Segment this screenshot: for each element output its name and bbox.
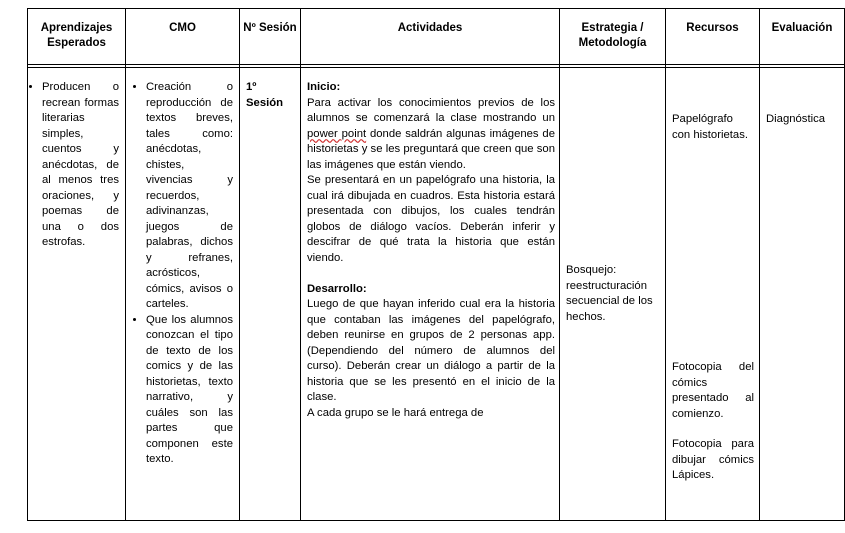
lesson-plan-table <box>27 8 845 521</box>
header-sesion: Nº Sesión <box>240 9 301 65</box>
cell-evaluacion <box>760 68 845 521</box>
lesson-plan-document <box>27 8 833 518</box>
cmo-item: • Que los alumnos conozcan el tipo de texto de los comics y de las historietas, texto narrativo, y cuáles son las partes que componen este texto. <box>146 313 233 468</box>
table-row <box>28 68 845 521</box>
inicio-paragraph-2: Se presentará en un papelógrafo una historia, la cual irá dibujada en cuadros. Esta historia estará presentada con dibujos, los cuales tendrán globos de diálogo vacíos. Deberán inferir y descifrar de qué trata la historia que están viendo. <box>307 174 555 264</box>
header-aprendizajes: Aprendizajes Esperados <box>28 9 126 65</box>
cell-sesion <box>240 68 301 521</box>
aprendizajes-text: • Producen o recrean formas literarias simples, cuentos y anécdotas, de al menos tres oraciones, y poemas de una o dos estrofas. <box>42 80 119 251</box>
cell-recursos <box>666 68 760 521</box>
recurso-3: Fotocopia para dibujar cómics Lápices. <box>672 438 754 481</box>
recurso-1: Papelógrafo con historietas. <box>672 113 748 141</box>
table-header-row <box>28 9 845 65</box>
sesion-text: 1º Sesión <box>246 81 284 109</box>
cell-cmo <box>126 68 240 521</box>
evaluacion-text: Diagnóstica <box>766 113 826 125</box>
cell-actividades <box>301 68 560 521</box>
recurso-2: Fotocopia del cómics presentado al comienzo. <box>672 361 754 420</box>
inicio-paragraph-1: Para activar los conocimientos previos de los alumnos se comenzará la clase mostrando un power point donde saldrán algunas imágenes de historietas y se les preguntará que creen que son las imágenes que están viendo. <box>307 96 555 171</box>
cell-estrategia <box>560 68 666 521</box>
inicio-title: Inicio: <box>307 81 341 93</box>
header-actividades: Actividades <box>301 9 560 65</box>
desarrollo-title: Desarrollo: <box>307 282 367 295</box>
header-estrategia: Estrategia / Metodología <box>560 9 666 65</box>
estrategia-text: Bosquejo: reestructuración secuencial de los hechos. <box>566 264 653 323</box>
header-recursos: Recursos <box>666 9 760 65</box>
header-cmo: CMO <box>126 9 240 65</box>
power-point-term: power point <box>307 127 367 140</box>
cmo-item: • Creación o reproducción de textos breves, tales como: anécdotas, chistes, vivencias y recuerdos, adivinanzas, juegos de palabras, dichos y refranes, acrósticos, cómics, avisos o carteles. <box>146 80 233 313</box>
desarrollo-paragraph-1: Luego de que hayan inferido cual era la historia que contaban las imágenes del papelógrafo, deben reunirse en grupos de 2 personas app. (Dependiendo del número de alumnos del curso). Deberán crear un diálogo a partir de la historia que se les presentó en el inicio de la clase. <box>307 298 555 403</box>
header-evaluacion: Evaluación <box>760 9 845 65</box>
desarrollo-paragraph-2: A cada grupo se le hará entrega de <box>307 406 484 419</box>
cell-aprendizajes <box>28 68 126 521</box>
